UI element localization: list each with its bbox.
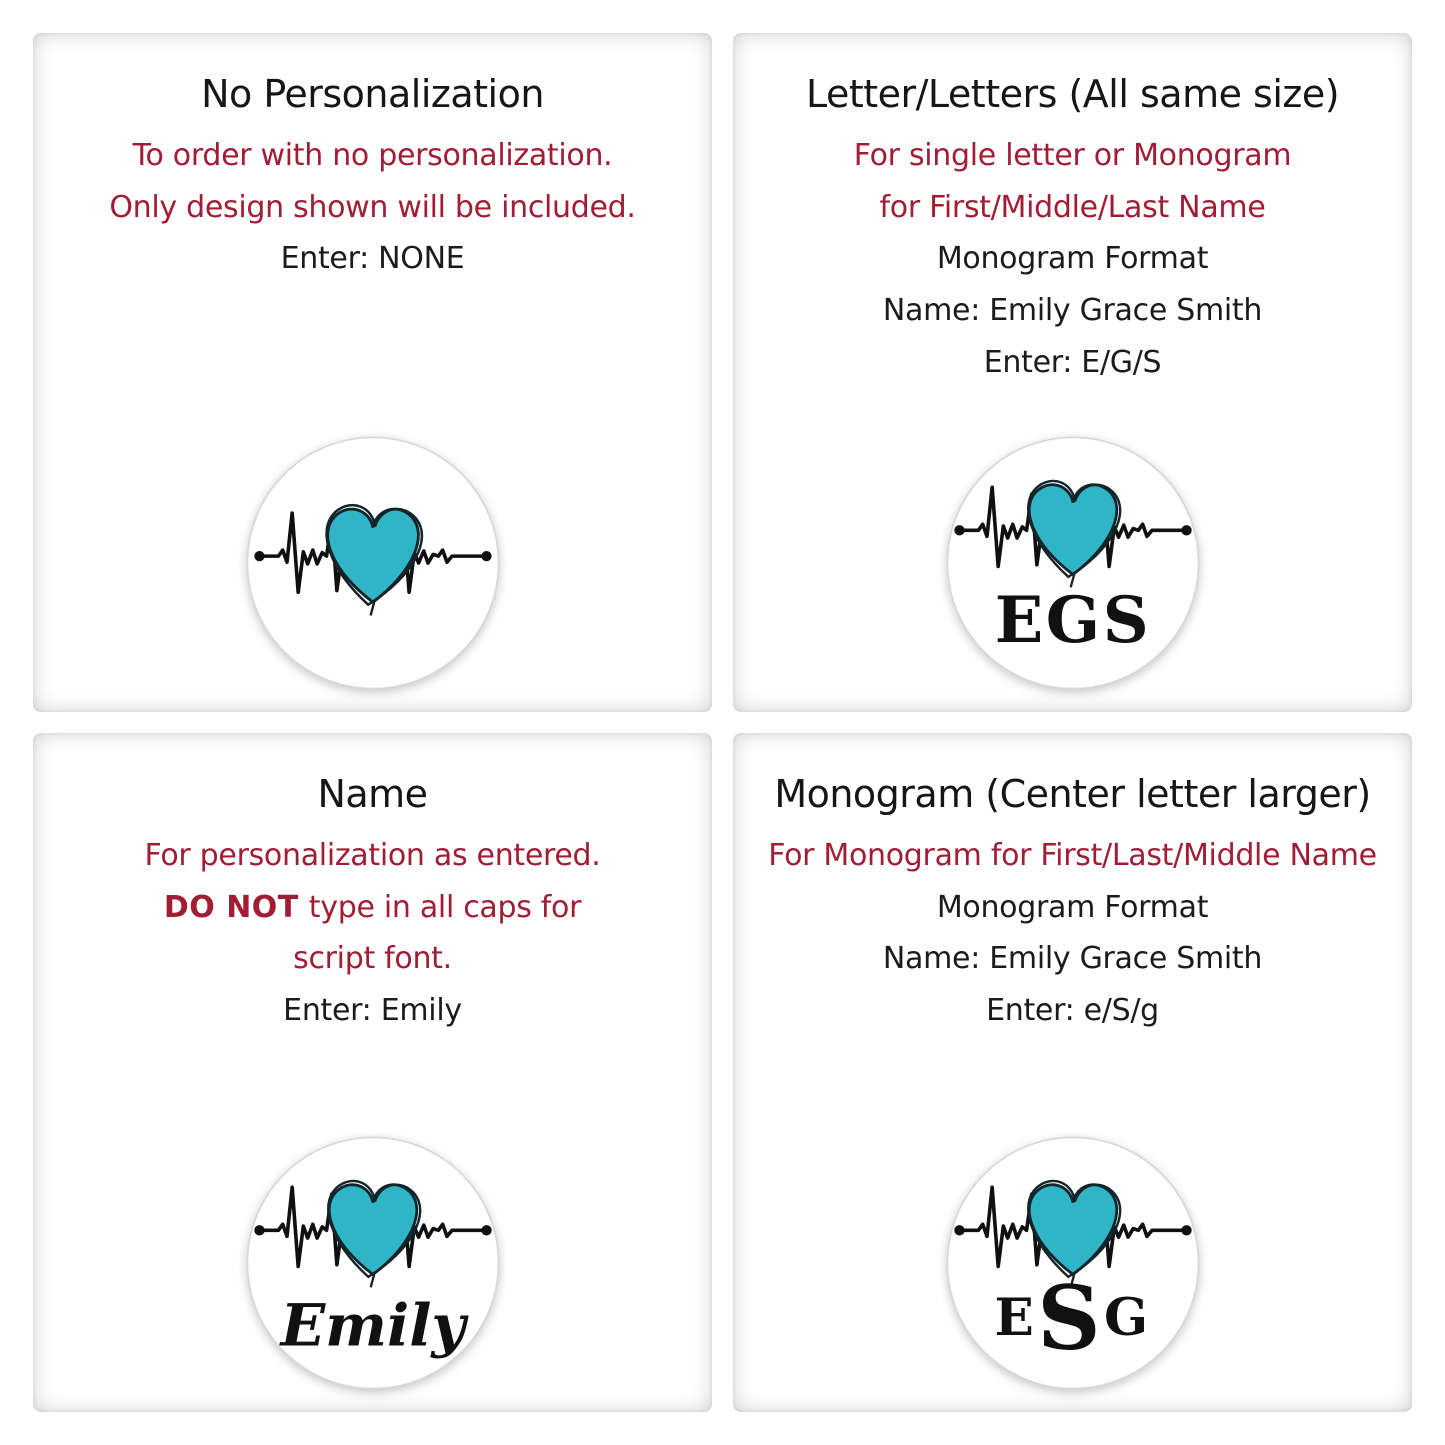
card-title: Letter/Letters (All same size) — [805, 72, 1340, 116]
enter-line: Enter: NONE — [280, 241, 465, 277]
badge-name-text: Emily — [280, 1290, 465, 1360]
monogram-letter-center: S — [1036, 1267, 1104, 1370]
card-title: No Personalization — [201, 72, 544, 116]
instruction-line: For Monogram for First/Last/Middle Name — [768, 838, 1377, 874]
enter-line: Enter: Emily — [283, 993, 462, 1029]
heartbeat-badge-emily-icon — [244, 1134, 502, 1392]
card-monogram-center-larger — [733, 733, 1412, 1412]
card-name — [33, 733, 712, 1412]
instruction-line: To order with no personalization. — [132, 138, 613, 174]
card-letter-letters — [733, 33, 1412, 712]
instruction-line: script font. — [293, 941, 452, 977]
heartbeat-badge-egs-icon — [944, 434, 1202, 692]
card-title: Monogram (Center letter larger) — [774, 772, 1371, 816]
badge-monogram-text: EGS — [994, 583, 1151, 659]
enter-line: Enter: E/G/S — [983, 344, 1162, 380]
instruction-line — [51, 882, 694, 934]
format-line: Monogram Format — [936, 241, 1209, 277]
enter-line: Enter: e/S/g — [986, 993, 1159, 1029]
do-not-emphasis: DO NOT — [163, 889, 299, 925]
example-name-line: Name: Emily Grace Smith — [882, 293, 1263, 329]
card-title: Name — [317, 772, 428, 816]
format-line: Monogram Format — [936, 889, 1209, 925]
example-name-line: Name: Emily Grace Smith — [882, 941, 1263, 977]
do-not-rest: type in all caps for — [308, 889, 582, 925]
heartbeat-badge-plain-icon — [244, 434, 502, 692]
instruction-line: Only design shown will be included. — [109, 189, 636, 225]
heartbeat-badge-esg-icon — [944, 1134, 1202, 1392]
instruction-line: For single letter or Monogram — [853, 138, 1292, 174]
monogram-letter-first: E — [993, 1288, 1037, 1349]
instruction-line: for First/Middle/Last Name — [879, 189, 1266, 225]
instruction-line: For personalization as entered. — [144, 838, 601, 874]
monogram-letter-last: G — [1103, 1288, 1152, 1349]
card-no-personalization — [33, 33, 712, 712]
